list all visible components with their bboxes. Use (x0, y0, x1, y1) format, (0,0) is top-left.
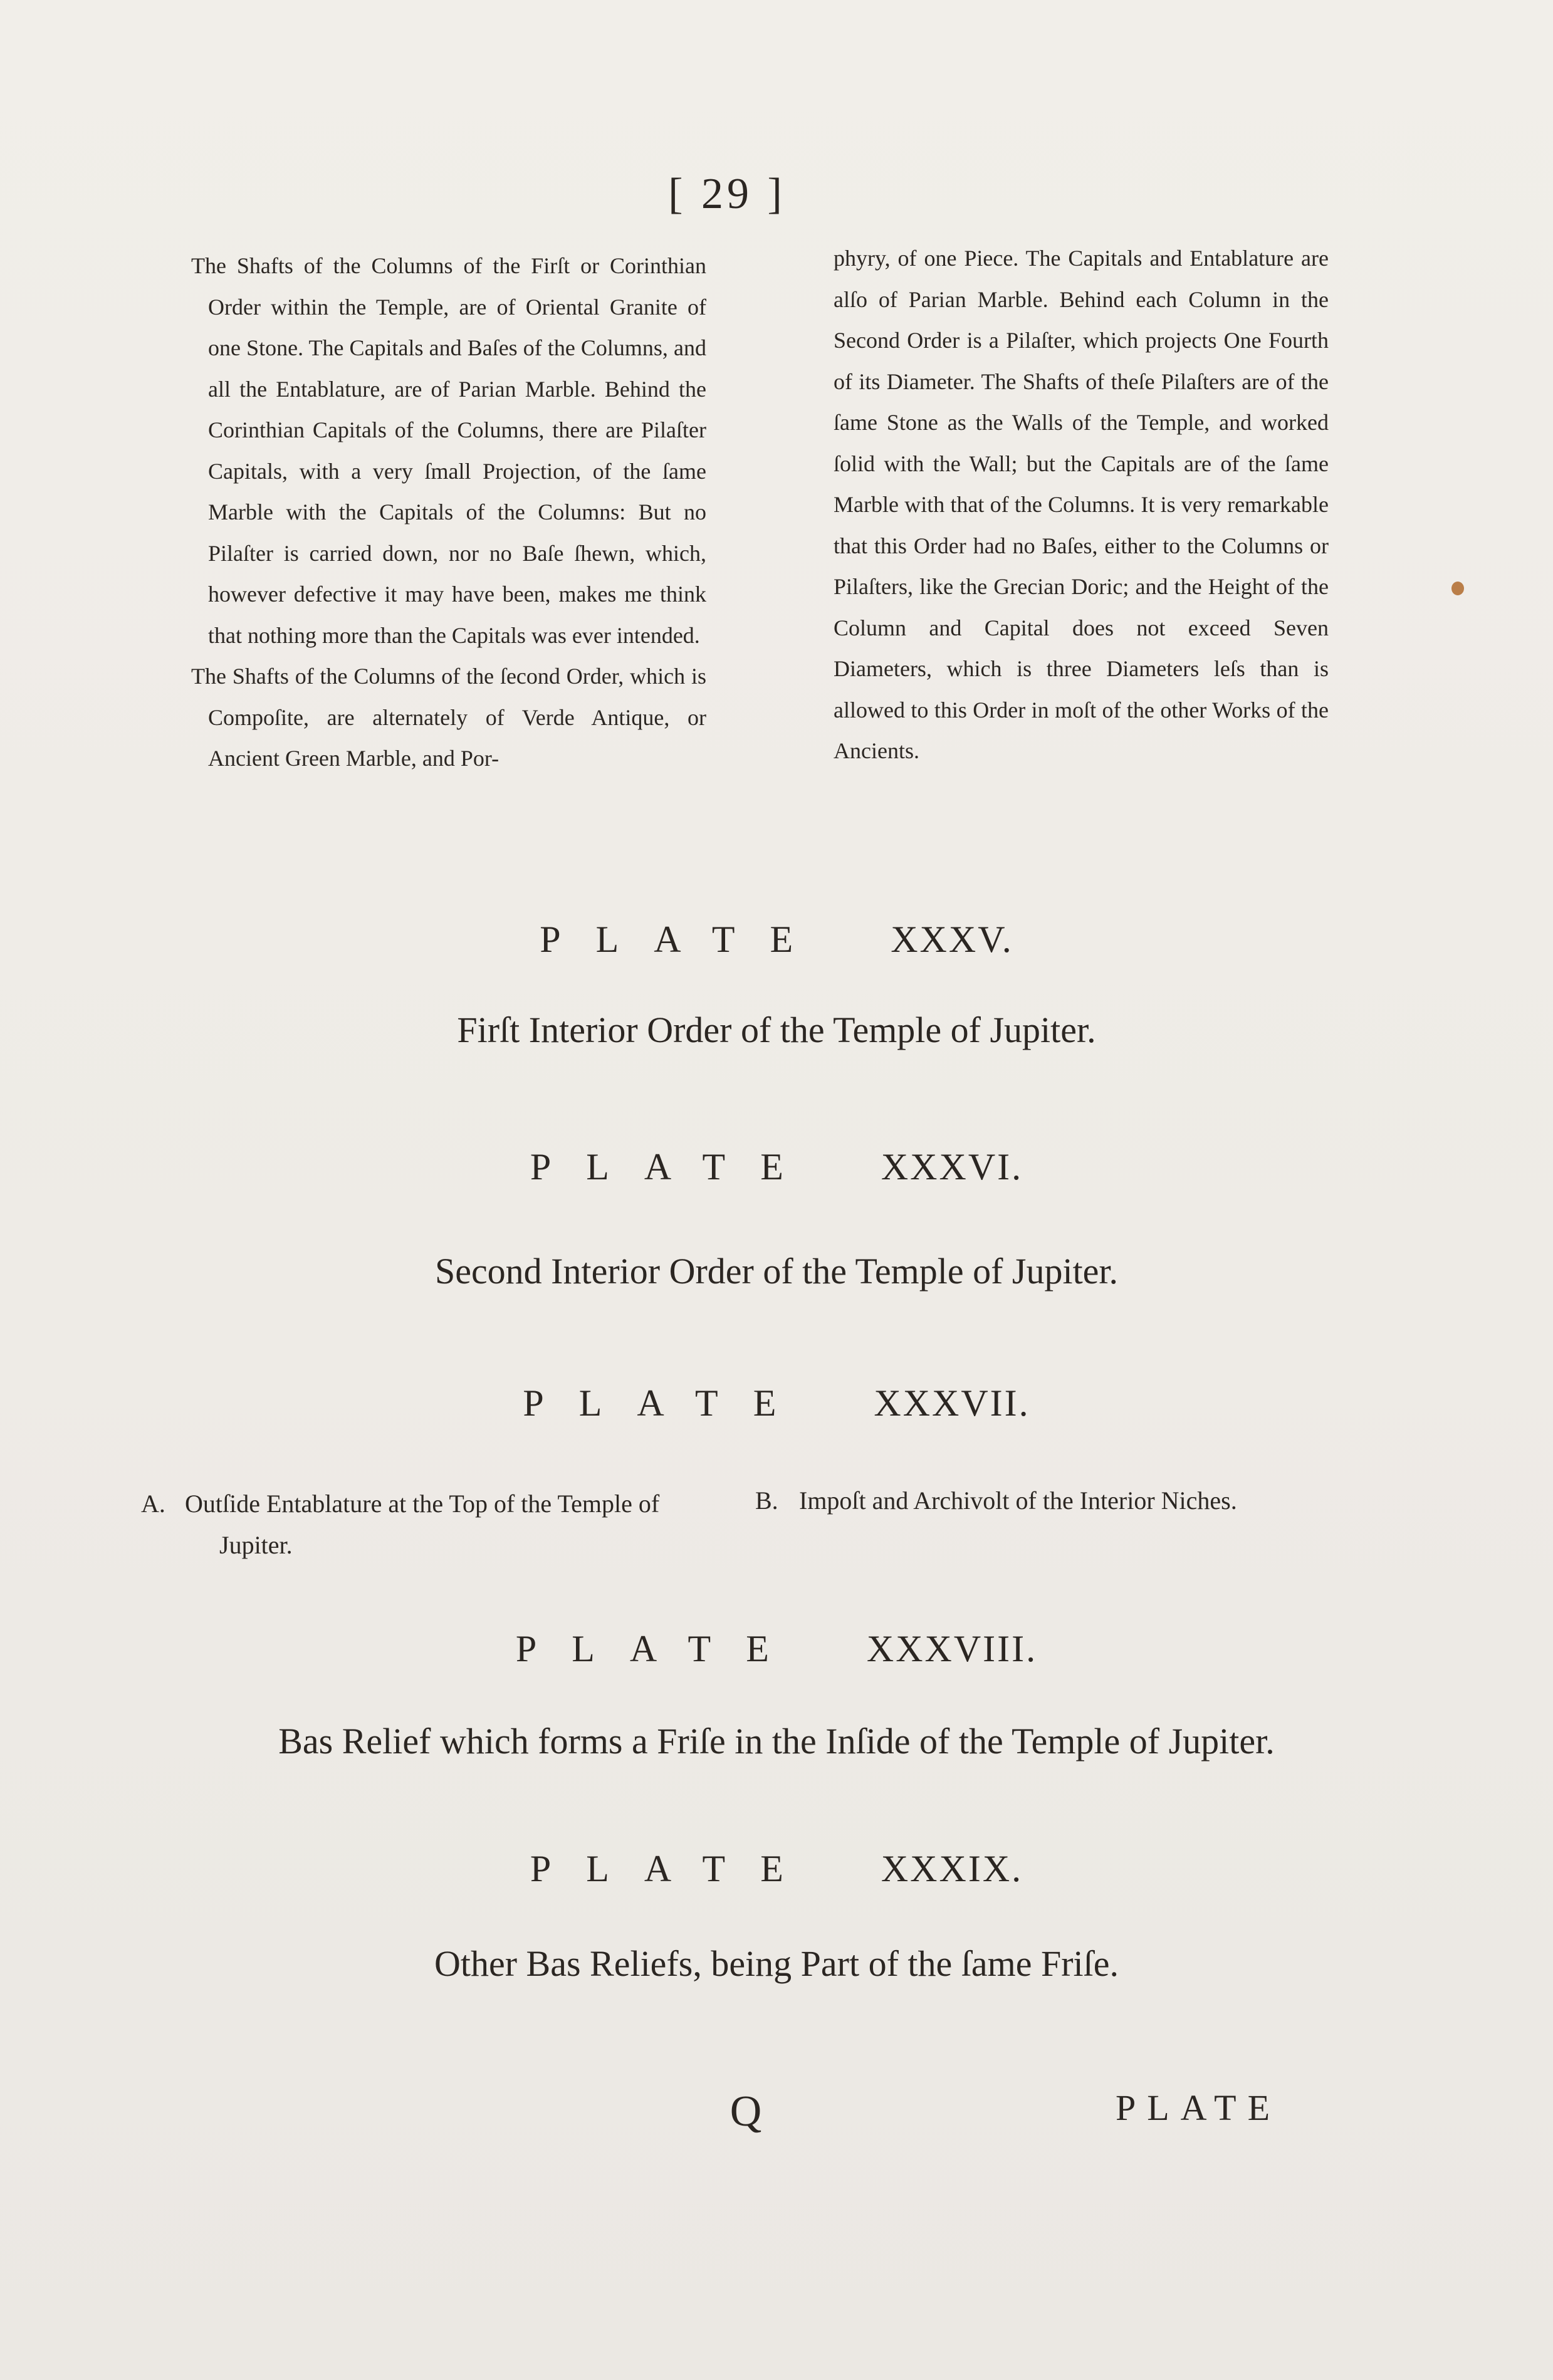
plate-heading-36 (0, 1146, 1553, 1189)
paragraph: The Shafts of the Columns of the ſecond Order, which is Compoſite, are alternately of Verde Antique, or Ancient Green Marble, and Por- (191, 664, 706, 771)
plate-caption-35: Firſt Interior Order of the Temple of Jupiter. (457, 1010, 1096, 1050)
plate-caption-38: Bas Relief which forms a Friſe in the Inſide of the Temple of Jupiter. (278, 1721, 1275, 1762)
plate-number: XXXVII. (874, 1382, 1030, 1424)
plate-heading-38 (0, 1627, 1553, 1671)
plate-word: PLATE (515, 1628, 804, 1669)
page-number: [ 29 ] (668, 170, 786, 218)
paragraph: phyry, of one Piece. The Capitals and Entablature are alſo of Parian Marble. Behind each Column in the Second Order is a Pilaſter, which projects One Fourth of its Diameter. The Shafts of theſe Pilaſters are of the ſame Stone as the Walls of the Temple, and worked ſolid with the Wall; but the Capitals are of the ſame Marble with that of the Columns. It is very remarkable that this Order had no Baſes, either to the Columns or Pilaſters, like the Grecian Doric; and the Height of the Column and Capital does not exceed Seven Diameters, which is three Diameters leſs than is allowed to this Order in moſt of the other Works of the Ancients. (834, 246, 1329, 763)
plate-heading-35 (0, 918, 1553, 961)
item-text-continued: Jupiter. (219, 1531, 293, 1559)
plate-number: XXXV. (891, 919, 1013, 960)
plate-caption-39: Other Bas Reliefs, being Part of the ſame Friſe. (434, 1943, 1119, 1984)
plate-number: XXXVI. (881, 1146, 1023, 1187)
plate-caption-36: Second Interior Order of the Temple of Jupiter. (434, 1251, 1119, 1292)
plate-item-b (755, 1480, 1319, 1521)
item-key: A. (141, 1490, 165, 1518)
foxing-stain (1451, 582, 1464, 595)
left-column (191, 246, 706, 780)
catchword: PLATE (1116, 2087, 1281, 2128)
plate-word: PLATE (523, 1382, 812, 1424)
plate-word: PLATE (530, 1848, 818, 1889)
plate-heading-39 (0, 1847, 1553, 1891)
plate-word: PLATE (530, 1146, 818, 1187)
plate-number: XXXIX. (881, 1848, 1023, 1889)
right-column (834, 238, 1329, 772)
item-text: Outſide Entablature at the Top of the Temple of (185, 1490, 660, 1518)
plate-heading-37 (0, 1382, 1553, 1425)
plate-number: XXXVIII. (866, 1628, 1038, 1669)
paragraph: The Shafts of the Columns of the Firſt or Corinthian Order within the Temple, are of Oriental Granite of one Stone. The Capitals and Baſes of the Columns, and all the Entablature, are of Parian Marble. Behind the Corinthian Capitals of the Columns, there are Pilaſter Capitals, with a very ſmall Projection, of the ſame Marble with the Capitals of the Columns: But no Pilaſter is carried down, nor no Baſe ſhewn, which, however defective it may have been, makes me think that nothing more than the Capitals was ever intended. (191, 253, 706, 648)
item-text: Impoſt and Archivolt of the Interior Niches. (799, 1486, 1237, 1515)
item-key: B. (755, 1486, 778, 1515)
signature-mark: Q (729, 2087, 762, 2136)
plate-word: PLATE (540, 919, 829, 960)
plate-item-a (141, 1483, 724, 1566)
